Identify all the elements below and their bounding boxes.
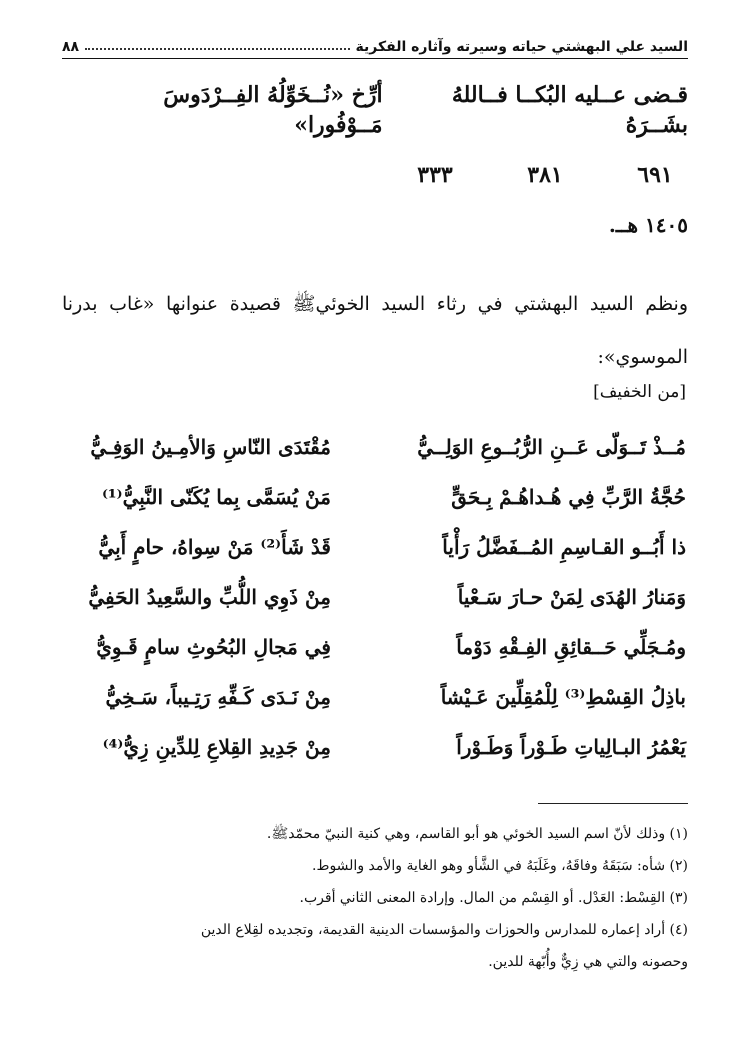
intro-paragraph: ونظم السيد البهشتي في رثاء السيد الخوئيﷺ قصيدة عنوانها «غاب بدرنا الموسوي»: bbox=[62, 293, 688, 368]
chronogram-number: ٣٣٣ bbox=[417, 162, 453, 188]
poem-meter: [من الخفيف] bbox=[593, 382, 686, 402]
footnote-continuation: وحصونه والتي هي زِيٌّ وأُبّهة للدين. bbox=[488, 954, 688, 970]
footnote: (٤) أراد إعماره للمدارس والحوزات والمؤسسات الدينية القديمة، وتجديده لقِلاع الدين bbox=[200, 922, 688, 938]
chronogram-hemistich-2: أرِّخ «نُــخَوِّلُهُ الفِــرْدَوسَ مَــوْفُورا» bbox=[163, 82, 383, 138]
poem-verse bbox=[68, 422, 686, 472]
verse-second-hemistich: قَدْ شَأَ⁽²⁾ مَنْ سِواهُ، حامٍ أَبِيُّ bbox=[98, 535, 331, 559]
verse-first-hemistich: حُجَّةُ الرَّبِّ فِي هُـداهُـمْ بِـحَقٍّ bbox=[451, 485, 686, 509]
dotted-leader bbox=[85, 48, 349, 50]
poem bbox=[68, 422, 686, 772]
verse-first-hemistich: مُــذْ تَــوَلّى عَــنِ الرُّبُــوعِ الوَلِــيُّ bbox=[417, 435, 686, 459]
poem-verse bbox=[68, 472, 686, 522]
chronogram-block bbox=[68, 80, 688, 240]
poem-verse bbox=[68, 522, 686, 572]
page-number: ٨٨ bbox=[62, 39, 80, 55]
running-header bbox=[62, 32, 688, 59]
footnote: (١) وذلك لأنّ اسم السيد الخوئي هو أبو القاسم، وهي كنية النبيّ محمّدﷺ. bbox=[266, 826, 688, 842]
chronogram-numbers bbox=[68, 160, 688, 190]
chronogram-number: ٣٨١ bbox=[527, 162, 563, 188]
footnotes bbox=[60, 818, 688, 978]
verse-second-hemistich: مِنْ جَدِيدِ القِلاعِ لِلدِّينِ زِيُّ⁽⁴⁾ bbox=[102, 735, 331, 759]
footnote: (٢) شأه: سَبَقَهُ وفاقَهُ، وغَلَبَهُ في الشَّأو وهو الغاية والأمد والشوط. bbox=[312, 858, 688, 874]
verse-second-hemistich: مُقْتَدَى النّاسِ وَالأمِـينُ الوَفِـيُّ bbox=[90, 435, 331, 459]
chronogram-year: ١٤٠٥ هــ. bbox=[608, 213, 688, 237]
verse-second-hemistich: فِي مَجالِ البُحُوثِ سامٍ قَـوِيُّ bbox=[96, 635, 331, 659]
verse-first-hemistich: ذا أَبُــو القـاسِمِ المُــفَضَّلُ رَأْياً bbox=[442, 535, 686, 559]
chronogram-verse bbox=[68, 80, 688, 140]
verse-second-hemistich: مَنْ يُسَمَّى بِما يُكَنّى النَّبِيُّ⁽¹⁾ bbox=[101, 485, 331, 509]
chronogram-hemistich-1: قـضى عــليه البُكــا فــاللهُ بشَــرَهُ bbox=[451, 82, 688, 138]
footnote-separator bbox=[538, 803, 688, 804]
verse-first-hemistich: وَمَنارُ الهُدَى لِمَنْ حـارَ سَـعْياً bbox=[457, 585, 686, 609]
verse-first-hemistich: يَعْمُرُ البـالِياتِ طَـوْراً وَطَـوْراً bbox=[456, 735, 686, 759]
poem-verse bbox=[68, 622, 686, 672]
verse-second-hemistich: مِنْ ذَوِي اللُّبِّ والسَّعِيدُ الحَفِيُّ bbox=[88, 585, 331, 609]
poem-verse bbox=[68, 672, 686, 722]
header-title: السيد علي البهشتي حياته وسيرته وآثاره الفكرية bbox=[355, 39, 688, 55]
chronogram-number: ٦٩١ bbox=[637, 162, 673, 188]
verse-first-hemistich: ومُـجَلِّي حَــقائِقِ الفِـقْهِ دَوْماً bbox=[456, 635, 686, 659]
verse-first-hemistich: باذِلُ القِسْطِ⁽³⁾ لِلْمُقِلِّينَ عَـيْشاً bbox=[440, 685, 686, 709]
verse-second-hemistich: مِنْ نَـدَى كَـفِّهِ رَتِـيباً، سَـخِيُّ bbox=[105, 685, 331, 709]
footnote: (٣) القِسْط: العَدْل. أو القِسْم من المال. وإرادة المعنى الثاني أقرب. bbox=[299, 890, 688, 906]
poem-verse bbox=[68, 572, 686, 622]
poem-verse bbox=[68, 722, 686, 772]
